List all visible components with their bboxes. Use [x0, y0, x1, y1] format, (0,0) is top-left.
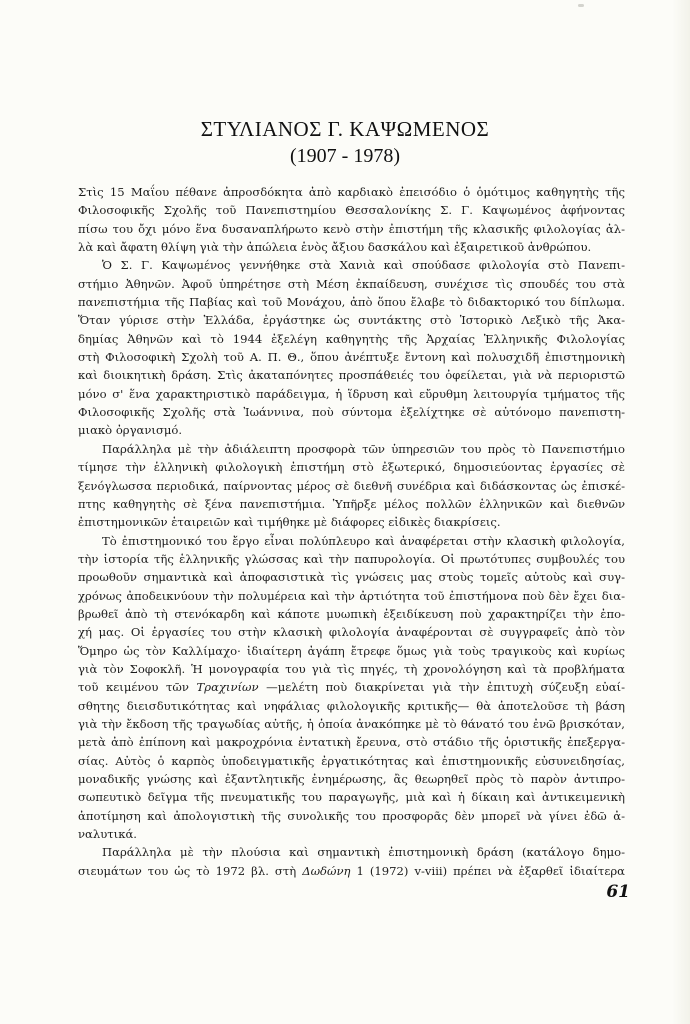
text-line: μετὰ ἀπὸ ἐπίπονη καὶ μακροχρόνια ἐντατικὴ ἔρευνα, στὸ στάδιο τῆς ὁριστικῆς ἐπεξεργα-	[78, 735, 625, 750]
text-line: σθητης διεισδυτικότητας καὶ νηφάλιας φιλολογικῆς κριτικῆς— θὰ ἀποτελοῦσε τὴ βάση	[78, 698, 625, 713]
text-line: Φιλοσοφικῆς Σχολῆς τοῦ Πανεπιστημίου Θεσσαλονίκης Σ. Γ. Καψωμένος ἀφήνοντας	[78, 203, 625, 218]
paragraph	[78, 532, 625, 844]
scan-speck	[578, 4, 584, 7]
text-line: Ὅμηρο ὡς τὸν Καλλίμαχο· ἰδιαίτερη ἀγάπη ἔτρεφε ὅμως γιὰ τοὺς τραγικοὺς καὶ κυρίως	[78, 643, 625, 658]
text-line: σωπευτικὸ δεῖγμα τῆς πνευματικῆς του παραγωγῆς, μιὰ καὶ ἡ δίκαιη καὶ ἀντικειμενικὴ	[78, 790, 625, 805]
text-line: μιακὸ ὀργανισμό.	[78, 423, 183, 438]
life-years: (1907 - 1978)	[290, 145, 400, 167]
text-line: Παράλληλα μὲ τὴν ἀδιάλειπτη προσφορὰ τῶν ὑπηρεσιῶν του πρὸς τὸ Πανεπιστήμιο	[102, 441, 625, 456]
text-line: σιευμάτων του ὡς τὸ 1972 βλ. στὴ Δωδώνη 1 (1972) v-viii) πρέπει νὰ ἐξαρθεῖ ἰδιαίτερα	[78, 863, 625, 878]
text-line: πανεπιστήμια τῆς Παβίας καὶ τοῦ Μονάχου, ἀπὸ ὅπου ἔλαβε τὸ διδακτορικό του δίπλωμα.	[78, 295, 625, 310]
text-line: χή μας. Οἱ ἐργασίες του στὴν κλασικὴ φιλολογία ἀναφέρονται σὲ συγγραφεῖς ἀπὸ τὸν	[78, 625, 625, 640]
text-line: στὴ Φιλοσοφικὴ Σχολὴ τοῦ Α. Π. Θ., ὅπου ἀνέπτυξε ἔντονη καὶ πολυσχιδῆ ἐπιστημονικὴ	[78, 350, 625, 365]
text-line: δημίας Ἀθηνῶν καὶ τὸ 1944 ἐξελέγη καθηγητὴς τῆς Ἀρχαίας Ἑλληνικῆς Φιλολογίας	[78, 331, 625, 346]
text-line: Ὁ Σ. Γ. Καψωμένος γεννήθηκε στὰ Χανιὰ καὶ σπούδασε φιλολογία στὸ Πανεπι-	[102, 258, 625, 273]
text-line: μοναδικῆς γνώσης καὶ ἐξαντλητικῆς ἐνημέρωσης, ἂς θεωρηθεῖ πρὸς τὸ παρὸν ἀντιπρο-	[78, 772, 625, 786]
text-line: γιὰ τὴν ἔκδοση τῆς τραγωδίας αὐτῆς, ἡ ὁποία ἀνακόπηκε μὲ τὸ θάνατό του ἐνῶ βρισκόταν,	[78, 716, 625, 731]
text-line: Φιλοσοφικῆς Σχολῆς στὰ Ἰωάννινα, ποὺ σύντομα ἐξελίχτηκε σὲ αὐτόνομο πανεπιστη-	[78, 405, 625, 420]
text-line: τοῦ κειμένου τῶν Τραχινίων —μελέτη ποὺ διακρίνεται γιὰ τὴν ἐπιτυχὴ σύζευξη εὐαί-	[78, 680, 625, 695]
page-number: 61	[606, 882, 630, 902]
text-line: τὴν ἱστορία τῆς ἑλληνικῆς γλώσσας καὶ τὴν παπυρολογία. Οἱ πρωτότυπες συμβουλές του	[78, 551, 625, 566]
text-line: στήμιο Ἀθηνῶν. Ἀφοῦ ὑπηρέτησε στὴ Μέση ἐκπαίδευση, συνέχισε τὶς σπουδές του στὰ	[78, 276, 625, 291]
text-line: Τὸ ἐπιστημονικό του ἔργο εἶναι πολύπλευρο καὶ ἀναφέρεται στὴν κλασικὴ φιλολογία,	[102, 533, 625, 548]
paragraph	[78, 183, 625, 256]
italic-title: Δωδώνη	[302, 863, 351, 878]
text-line: ξενόγλωσσα περιοδικά, παίρνοντας μέρος σὲ διεθνῆ συνέδρια καὶ διδάσκοντας ὡς ἐπισκέ-	[78, 478, 625, 493]
italic-title: Τραχινίων	[196, 680, 259, 695]
text-line: σίας. Αὐτὸς ὁ καρπὸς ὑποδειγματικῆς ἐργατικότητας καὶ ἐπιστημονικῆς εὐσυνειδησίας,	[78, 753, 625, 768]
text-line: ναλυτικά.	[78, 827, 137, 842]
paragraph	[78, 256, 625, 439]
paragraph	[78, 440, 625, 532]
text-line: λὰ καὶ ἄφατη θλίψη γιὰ τὴν ἀπώλεια ἑνὸς ἄξιου δασκάλου καὶ ἐξαιρετικοῦ ἀνθρώπου.	[78, 240, 592, 255]
text-line: χρόνως ἀποδεικνύουν τὴν πολυμέρεια καὶ τὴν ἀρτιότητα τοῦ ἐπιστήμονα ποὺ δὲν ἔχει δια-	[78, 588, 625, 603]
text-line: πίσω του ὄχι μόνο ἕνα δυσαναπλήρωτο κενὸ στὴν ἐπιστήμη τῆς κλασικῆς φιλολογίας ἀλ-	[78, 221, 625, 236]
obituary-title: ΣΤΥΛΙΑΝΟΣ Γ. ΚΑΨΩΜΕΝΟΣ	[200, 117, 490, 141]
text-line: βρωθεῖ ἀπὸ τὴ στενόκαρδη καὶ κάποτε μυωπικὴ ἐξειδίκευση ποὺ χαρακτηρίζει τὴν ἐπο-	[78, 606, 625, 621]
text-line: πτης καθηγητὴς σὲ ξένα πανεπιστήμια. Ὑπῆρξε μέλος πολλῶν ἑλληνικῶν καὶ διεθνῶν	[78, 496, 625, 511]
text-line: καὶ διοικητικὴ δράση. Στὶς ἀκαταπόνητες προσπάθειές του ὀφείλεται, γιὰ νὰ περιοριστῶ	[78, 368, 625, 383]
text-line: μόνο σ' ἕνα χαρακτηριστικὸ παράδειγμα, ἡ ἵδρυση καὶ εὔρυθμη λειτουργία τμήματος τῆς	[78, 386, 625, 401]
text-line: προωθοῦν σημαντικὰ καὶ ἀποφασιστικὰ τὶς γνώσεις μας στοὺς τομεῖς αὐτοὺς καὶ συγ-	[78, 570, 625, 585]
text-line: γιὰ τὸν Σοφοκλῆ. Ἡ μονογραφία του γιὰ τὶς πηγές, τὴ χρονολόγηση καὶ τὰ προβλήματα	[78, 661, 625, 676]
text-line: Ὅταν γύρισε στὴν Ἑλλάδα, ἐργάστηκε ὡς συντάκτης στὸ Ἱστορικὸ Λεξικὸ τῆς Ἀκα-	[78, 313, 625, 328]
text-line: Παράλληλα μὲ τὴν πλούσια καὶ σημαντικὴ ἐπιστημονικὴ δράση (κατάλογο δημο-	[102, 845, 625, 860]
paragraph	[78, 843, 625, 880]
text-line: τίμησε τὴν ἑλληνικὴ φιλολογικὴ ἐπιστήμη στὸ ἐξωτερικό, δημοσιεύοντας ἐργασίες σὲ	[78, 460, 625, 475]
text-line: ἀποτίμηση καὶ ἀπολογιστικὴ τῆς συνολικῆς του προσφορᾶς δὲν μπορεῖ νὰ γίνει ἐδῶ ἀ-	[78, 808, 625, 823]
text-line: ἐπιστημονικῶν ἑταιρειῶν καὶ τιμήθηκε μὲ διάφορες εἰδικὲς διακρίσεις.	[78, 515, 501, 530]
article-body	[78, 183, 625, 880]
text-line: Στὶς 15 Μαΐου πέθανε ἀπροσδόκητα ἀπὸ καρδιακὸ ἐπεισόδιο ὁ ὁμότιμος καθηγητὴς τῆς	[78, 185, 625, 199]
